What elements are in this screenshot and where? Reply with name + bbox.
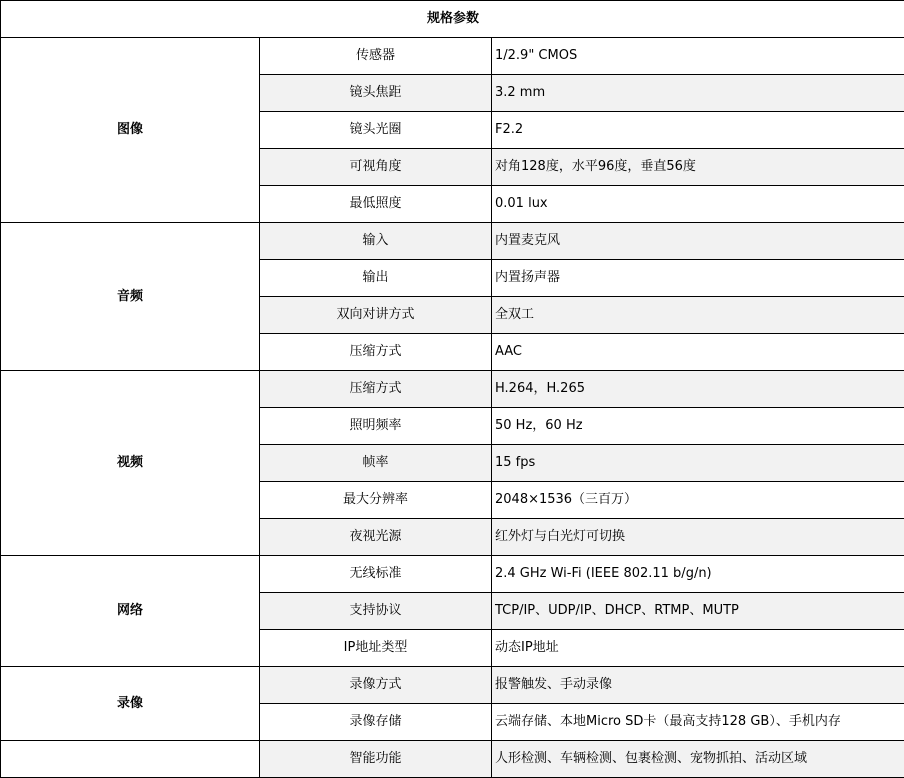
spec-key: 镜头焦距 bbox=[260, 75, 492, 112]
spec-key: 夜视光源 bbox=[260, 519, 492, 556]
spec-value: 全双工 bbox=[492, 297, 904, 334]
spec-key: 帧率 bbox=[260, 445, 492, 482]
spec-value: 2.4 GHz Wi-Fi (IEEE 802.11 b/g/n) bbox=[492, 556, 904, 593]
table-row bbox=[1, 556, 904, 593]
category-network: 网络 bbox=[1, 556, 260, 667]
spec-value: 报警触发、手动录像 bbox=[492, 667, 904, 704]
table-row bbox=[1, 741, 904, 778]
spec-value: TCP/IP、UDP/IP、DHCP、RTMP、MUTP bbox=[492, 593, 904, 630]
category-audio: 音频 bbox=[1, 223, 260, 371]
spec-value: 0.01 lux bbox=[492, 186, 904, 223]
category-recording: 录像 bbox=[1, 667, 260, 741]
spec-key: 照明频率 bbox=[260, 408, 492, 445]
spec-value: 内置扬声器 bbox=[492, 260, 904, 297]
category-smart bbox=[1, 741, 260, 778]
spec-key: IP地址类型 bbox=[260, 630, 492, 667]
spec-key: 最大分辨率 bbox=[260, 482, 492, 519]
table-row bbox=[1, 667, 904, 704]
table-title: 规格参数 bbox=[1, 1, 904, 38]
spec-value: 15 fps bbox=[492, 445, 904, 482]
spec-key: 支持协议 bbox=[260, 593, 492, 630]
spec-value: AAC bbox=[492, 334, 904, 371]
spec-value: 50 Hz，60 Hz bbox=[492, 408, 904, 445]
table-row bbox=[1, 38, 904, 75]
category-image: 图像 bbox=[1, 38, 260, 223]
spec-value: 对角128度，水平96度，垂直56度 bbox=[492, 149, 904, 186]
spec-key: 压缩方式 bbox=[260, 334, 492, 371]
spec-value: 内置麦克风 bbox=[492, 223, 904, 260]
spec-value: 人形检测、车辆检测、包裹检测、宠物抓拍、活动区域 bbox=[492, 741, 904, 778]
table-row bbox=[1, 223, 904, 260]
spec-value: 1/2.9" CMOS bbox=[492, 38, 904, 75]
spec-key: 双向对讲方式 bbox=[260, 297, 492, 334]
spec-key: 输入 bbox=[260, 223, 492, 260]
spec-key: 输出 bbox=[260, 260, 492, 297]
spec-key: 可视角度 bbox=[260, 149, 492, 186]
spec-key: 镜头光圈 bbox=[260, 112, 492, 149]
spec-key: 智能功能 bbox=[260, 741, 492, 778]
spec-value: 云端存储、本地Micro SD卡（最高支持128 GB）、手机内存 bbox=[492, 704, 904, 741]
spec-key: 传感器 bbox=[260, 38, 492, 75]
category-video: 视频 bbox=[1, 371, 260, 556]
spec-key: 最低照度 bbox=[260, 186, 492, 223]
spec-value: 3.2 mm bbox=[492, 75, 904, 112]
spec-key: 无线标准 bbox=[260, 556, 492, 593]
spec-key: 录像方式 bbox=[260, 667, 492, 704]
spec-value: F2.2 bbox=[492, 112, 904, 149]
spec-key: 压缩方式 bbox=[260, 371, 492, 408]
table-row bbox=[1, 371, 904, 408]
spec-value: 2048×1536（三百万） bbox=[492, 482, 904, 519]
spec-value: 红外灯与白光灯可切换 bbox=[492, 519, 904, 556]
spec-value: 动态IP地址 bbox=[492, 630, 904, 667]
spec-table-body bbox=[1, 1, 904, 778]
spec-value: H.264，H.265 bbox=[492, 371, 904, 408]
title-row bbox=[1, 1, 904, 38]
spec-key: 录像存储 bbox=[260, 704, 492, 741]
